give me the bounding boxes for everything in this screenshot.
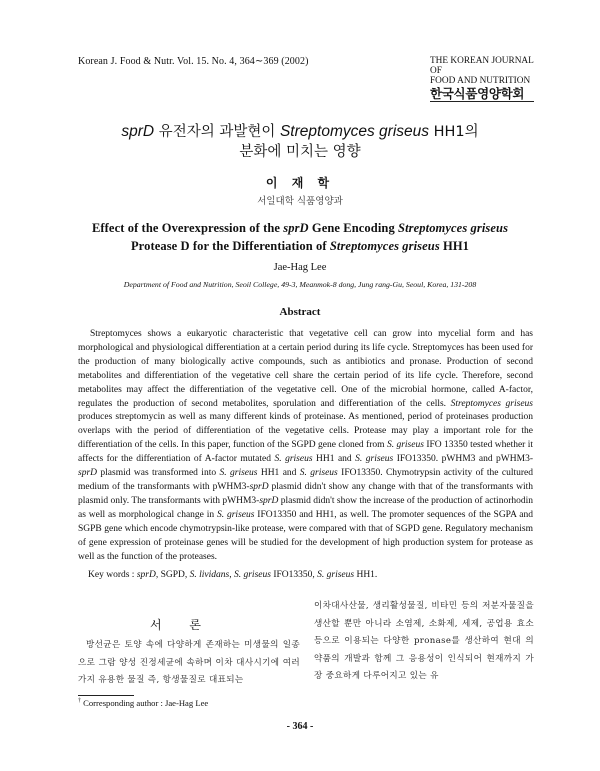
abstract-text: IFO13350 and HH1, as well. The promoter sequences of the SGPA and SGPB gene which encode chymotrypsin-like protease, were compared with that of SGPD gene. Regulatory mechanism of gene expression of proteinase genes will be studied for the development of high production system for protease as well as the function of the proteases. bbox=[78, 509, 533, 562]
author-english: Jae-Hag Lee bbox=[273, 262, 327, 273]
keyword: S. griseus bbox=[317, 570, 355, 580]
keyword: IFO13350, bbox=[270, 570, 318, 580]
gene-name: sprD bbox=[259, 495, 279, 506]
abstract-text: HH1 and bbox=[257, 468, 300, 479]
abstract-text: IFO13350. Chymotrypsin activity of the cultured medium of the transformants with pWHM3- bbox=[78, 468, 534, 492]
abstract-text: plasmid didn't show any change with that of the transformants with plasmid only. The transformants with pWHM3- bbox=[78, 481, 533, 506]
body-column-right: 이차대사산물, 생리활성물질, 비타민 등의 저분자물질을 생산할 뿐만 아니라 소염제, 소화제, 세제, 공업용 효소 등으로 이용되는 다양한 pronase를 생산하여 현대 의약품의 개발과 함께 그 응용성이 인식되어 현재까지 가장 중요하게 다루어지고 있는 유 bbox=[314, 601, 534, 681]
english-title-line2 bbox=[40, 236, 560, 256]
gene-name: sprD bbox=[249, 481, 269, 492]
abstract-text: HH1 and bbox=[312, 454, 356, 465]
species-name: Streptomyces griseus bbox=[450, 398, 534, 409]
abstract-text: IFO 13350 tested whether it affects for the differentiation of A-factor mutated bbox=[78, 440, 534, 465]
keywords-label: Key words : bbox=[88, 570, 137, 580]
korean-title-line2: 분화에 미치는 영향 bbox=[239, 144, 361, 160]
abstract-text: plasmid didn't show the increase of the production of actinorhodin as well as morphological change in bbox=[78, 495, 534, 520]
affiliation-korean: 서일대학 식품영양과 bbox=[257, 196, 343, 207]
abstract-text: plasmid was transformed into bbox=[97, 468, 220, 479]
abstract-text: IFO13350. pWHM3 and pWHM3- bbox=[393, 454, 533, 465]
author-korean: 이 재 학 bbox=[265, 176, 335, 190]
title-species-name: Streptomyces griseus bbox=[279, 123, 429, 140]
affiliation-english: Department of Food and Nutrition, Seoil College, 49-3, Meanmok-8 dong, Jung rang-Gu, Seoul, Korea, 131-208 bbox=[123, 280, 477, 289]
species-name: S. griseus bbox=[299, 468, 338, 479]
title-species-name: Streptomyces griseus bbox=[398, 221, 509, 235]
species-name: S. griseus bbox=[386, 440, 424, 451]
title-text: Gene Encoding bbox=[308, 221, 399, 235]
keyword: , SGPD, bbox=[155, 570, 190, 580]
english-title-line1 bbox=[40, 218, 560, 238]
journal-name-line1: THE KOREAN JOURNAL OF bbox=[430, 56, 534, 76]
title-text: Protease D for the Differentiation of bbox=[130, 239, 330, 253]
body-column-left: 방선균은 토양 속에 다양하게 존재하는 미생물의 일종으로 그람 양성 진정세균에 속하며 이차 대사시기에 여러 가지 유용한 물질 즉, 항생물질로 대표되는 bbox=[78, 640, 300, 685]
footnote bbox=[78, 698, 208, 708]
gene-name: sprD bbox=[78, 468, 98, 479]
title-text: 유전자의 과발현이 bbox=[154, 124, 280, 140]
journal-logo bbox=[430, 56, 534, 102]
journal-citation: Korean J. Food & Nutr. Vol. 15. No. 4, 364∼369 (2002) bbox=[78, 56, 309, 67]
keyword-separator: , bbox=[229, 570, 234, 580]
species-name: S. griseus bbox=[274, 454, 313, 465]
title-text: HH1의 bbox=[429, 124, 479, 140]
korean-title-line1 bbox=[60, 122, 540, 142]
footnote-mark: † bbox=[78, 698, 81, 705]
title-gene-name: sprD bbox=[121, 123, 155, 140]
footnote-text: Corresponding author : Jae-Hag Lee bbox=[81, 698, 209, 708]
abstract-text: Streptomyces shows a eukaryotic characteristic that vegetative cell can grow into mycelial form and has morphological and physiological differentiation at a certain period during its life cycle. Streptomyces has been used for the production of many biologically active compounds, such as antibiotics and pronase. Production of second metabolites and differentiation of the vegetative cell share the certain period of its life cycle. Therefore, second metabolites may affect the differentiation of the vegetative cell. One of the microbial hormone, called A-factor, regulates the production of second metabolites, sporulation and differentiation of the cells. bbox=[78, 329, 533, 409]
section-heading-introduction: 서 론 bbox=[150, 618, 213, 632]
page-number: - 364 - bbox=[286, 721, 314, 732]
species-name: S. griseus bbox=[355, 454, 394, 465]
footnote-divider bbox=[78, 695, 134, 696]
species-name: S. griseus bbox=[217, 509, 255, 520]
abstract-body bbox=[78, 328, 533, 564]
abstract-text: produces streptomycin as well as many different kinds of proteinase. As mentioned, period of proteinases production overlaps with the period of differentiation of the vegetative cells. Protease may play a important role for the differentiation of the cells. In this paper, function of the SGPD gene cloned from bbox=[78, 412, 533, 451]
title-text: Effect of the Overexpression of the bbox=[91, 221, 284, 235]
title-text: HH1 bbox=[439, 239, 470, 253]
keyword: S. griseus bbox=[233, 570, 271, 580]
title-gene-name: sprD bbox=[283, 221, 309, 235]
keyword: HH1. bbox=[354, 570, 378, 580]
journal-name-korean: 한국식품영양학회 bbox=[430, 86, 525, 101]
species-name: S. griseus bbox=[219, 468, 258, 479]
abstract-heading: Abstract bbox=[279, 306, 321, 318]
keyword: sprD bbox=[136, 570, 156, 580]
title-species-name: Streptomyces griseus bbox=[329, 239, 440, 253]
journal-name-line2: FOOD AND NUTRITION bbox=[430, 76, 531, 86]
keyword: S. lividans bbox=[189, 570, 230, 580]
keywords bbox=[88, 570, 377, 580]
